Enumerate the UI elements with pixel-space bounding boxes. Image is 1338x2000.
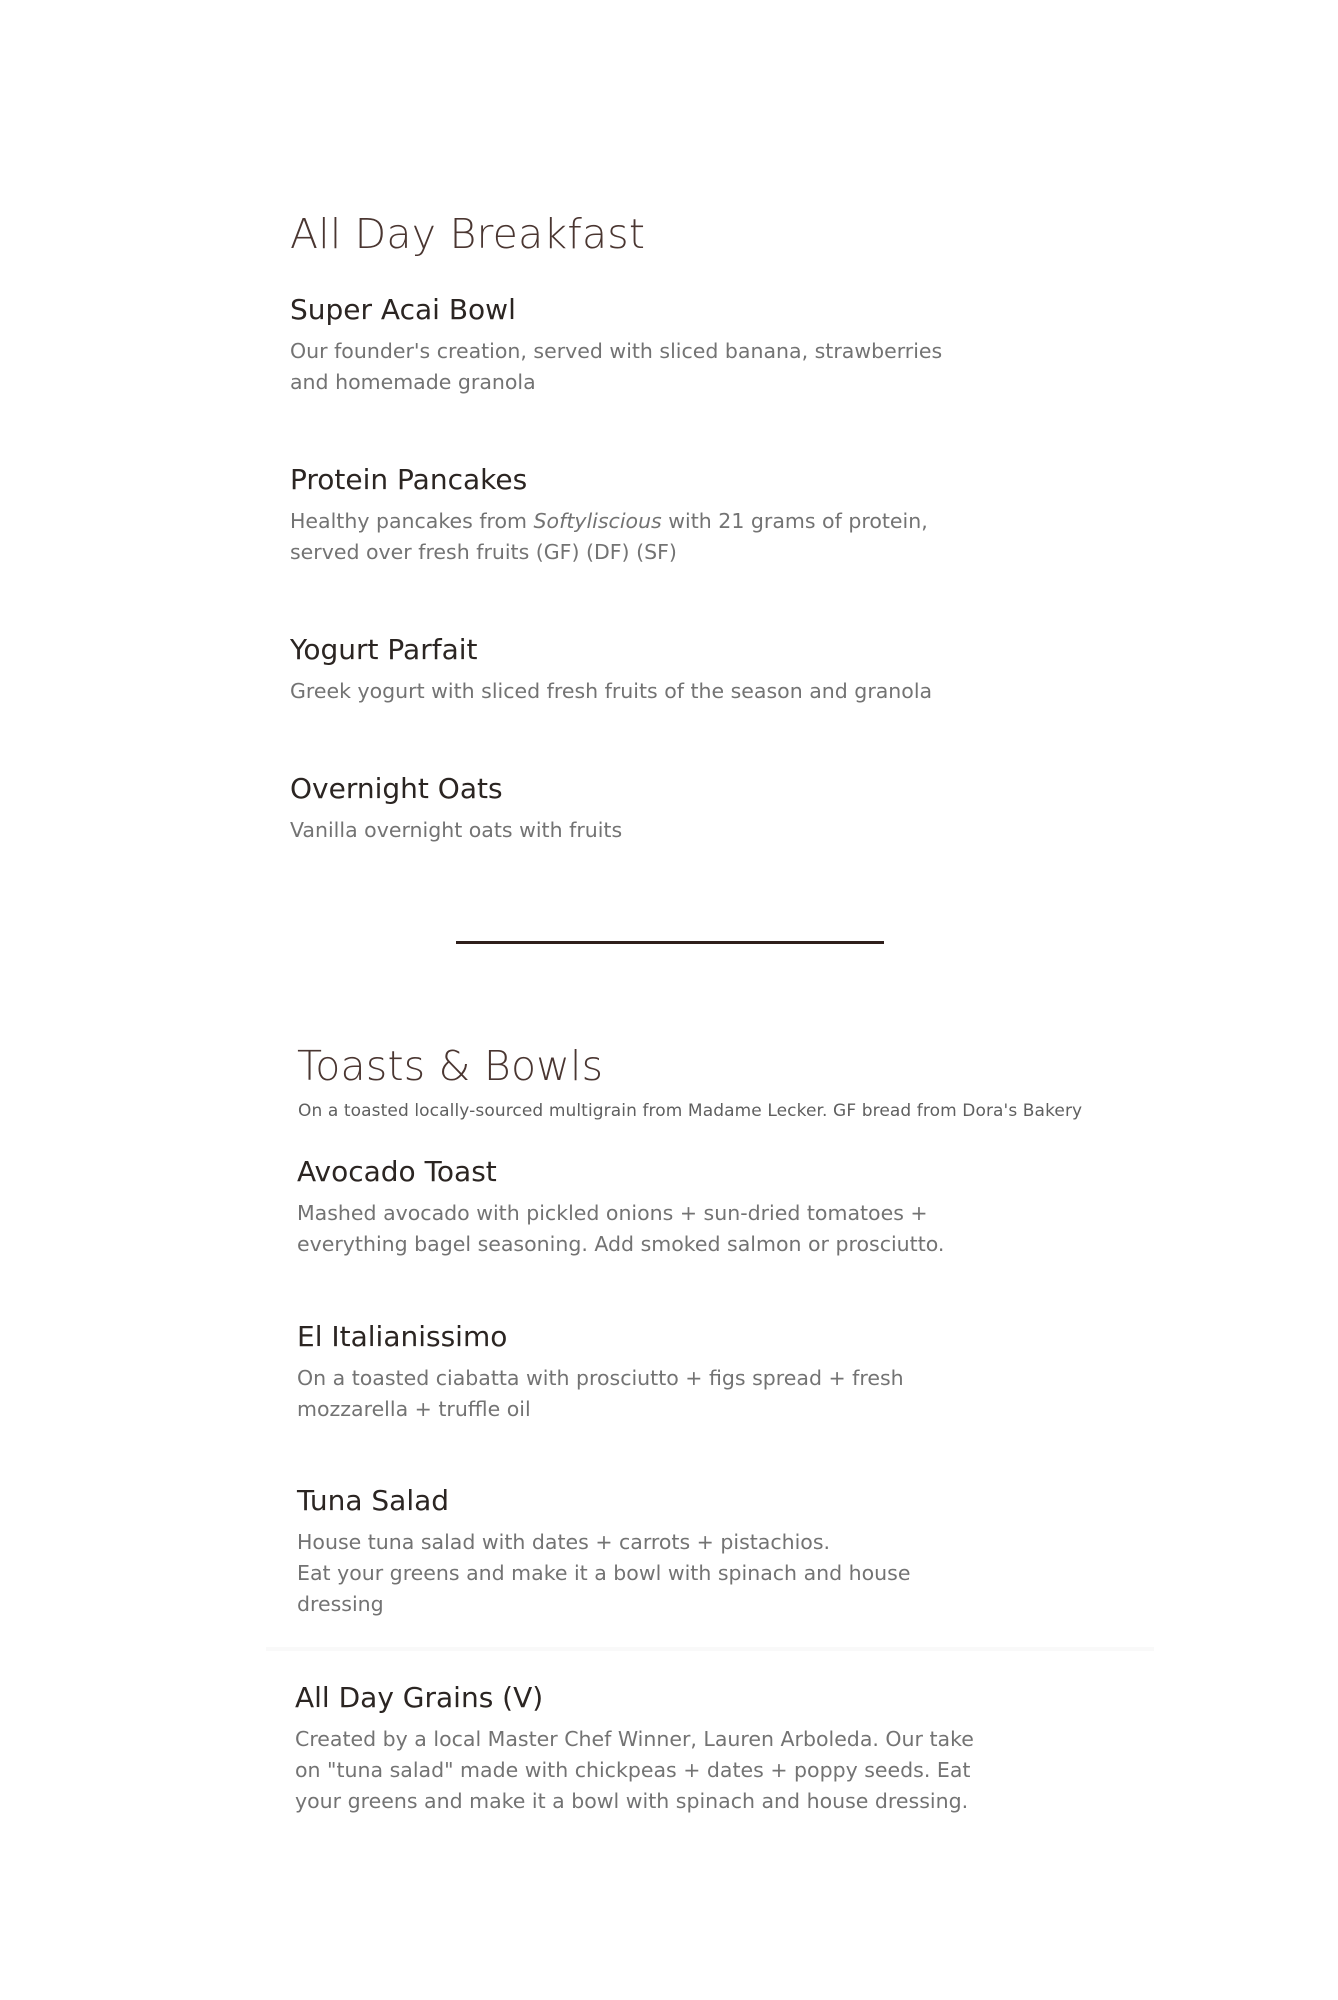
menu-item-description: On a toasted ciabatta with prosciutto + figs spread + fresh mozzarella + truffle oil [297, 1366, 904, 1421]
menu-item-all-day-grains [295, 1681, 1015, 1817]
brand-name: Softyliscious [533, 509, 662, 533]
menu-item-name: Protein Pancakes [290, 463, 528, 496]
menu-item-overnight-oats [290, 772, 1010, 846]
menu-item-name: Avocado Toast [297, 1155, 497, 1188]
menu-item-el-italianissimo [297, 1320, 1017, 1425]
description-line: Eat your greens and make it a bowl with spinach and house dressing [297, 1561, 911, 1616]
menu-item-tuna-salad [297, 1484, 1017, 1620]
section-title-toasts-and-bowls: Toasts & Bowls [297, 1042, 604, 1090]
menu-item-name: El Italianissimo [297, 1320, 508, 1353]
menu-item-name: Overnight Oats [290, 772, 503, 805]
menu-item-description: Our founder's creation, served with sliced banana, strawberries and homemade granola [290, 339, 943, 394]
menu-item-description: Vanilla overnight oats with fruits [290, 818, 623, 842]
menu-item-name: Super Acai Bowl [290, 293, 516, 326]
menu-item-description: Created by a local Master Chef Winner, Lauren Arboleda. Our take on "tuna salad" made with chickpeas + dates + poppy seeds. Eat your greens and make it a bowl with spinach and house dressing. [295, 1727, 974, 1813]
row-separator [266, 1647, 1154, 1651]
description-line: House tuna salad with dates + carrots + pistachios. [297, 1530, 831, 1554]
menu-item-description [297, 1527, 937, 1620]
section-subtitle: On a toasted locally-sourced multigrain from Madame Lecker. GF bread from Dora's Bakery [298, 1101, 1083, 1121]
menu-item-super-acai-bowl [290, 293, 1010, 398]
menu-item-description: Greek yogurt with sliced fresh fruits of the season and granola [290, 679, 933, 703]
menu-item-avocado-toast [297, 1155, 1017, 1260]
menu-item-protein-pancakes [290, 463, 1010, 568]
menu-item-name: Yogurt Parfait [290, 633, 478, 666]
menu-item-name: All Day Grains (V) [295, 1681, 544, 1714]
description-text: Healthy pancakes from [290, 509, 534, 533]
menu-item-description [290, 506, 970, 568]
menu-item-yogurt-parfait [290, 633, 1010, 707]
section-divider [456, 941, 884, 944]
description-text: with 21 grams of protein, served over fresh fruits (GF) (DF) (SF) [290, 509, 928, 564]
menu-item-description: Mashed avocado with pickled onions + sun-dried tomatoes + everything bagel seasoning. Add smoked salmon or prosciutto. [297, 1201, 945, 1256]
menu-item-name: Tuna Salad [297, 1484, 450, 1517]
section-title-all-day-breakfast: All Day Breakfast [290, 210, 646, 258]
